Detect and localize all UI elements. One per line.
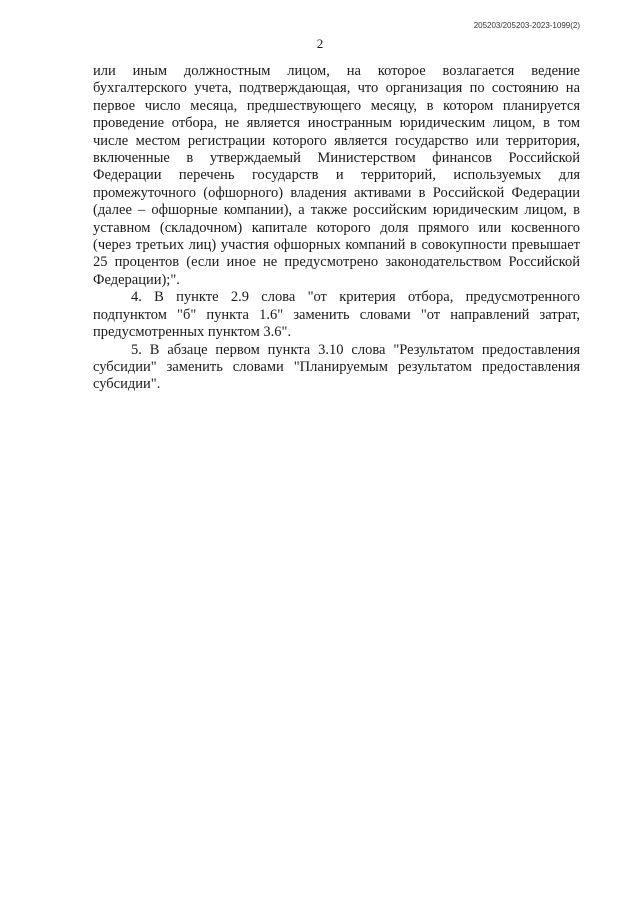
paragraph-continuation: или иным должностным лицом, на которое возлагается ведение бухгалтерского учета, подтверждающая, что организация по состоянию на первое число месяца, предшествующего месяцу, в котором планируется проведение отбора, не является иностранным юридическим лицом, в том числе местом регистрации которого является государство или территория, включенные в утверждаемый Министерством финансов Российской Федерации перечень государств и территорий, используемых для промежуточного (офшорного) владения активами в Российской Федерации (далее – офшорные компании), а также российским юридическим лицом, в уставном (складочном) капитале которого доля прямого или косвенного (через третьих лиц) участия офшорных компаний в совокупности превышает 25 процентов (если иное не предусмотрено законодательством Российской Федерации);". (93, 63, 580, 288)
paragraph-item-5: 5. В абзаце первом пункта 3.10 слова "Результатом предоставления субсидии" заменить словами "Планируемым результатом предоставления субсидии". (93, 341, 580, 393)
document-body (93, 63, 580, 394)
page-number: 2 (316, 36, 324, 51)
paragraph-item-4: 4. В пункте 2.9 слова "от критерия отбора, предусмотренного подпунктом "б" пункта 1.6" заменить словами "от направлений затрат, предусмотренных пунктом 3.6". (93, 289, 580, 341)
document-id: 205203/205203-2023-1099(2) (473, 21, 580, 30)
